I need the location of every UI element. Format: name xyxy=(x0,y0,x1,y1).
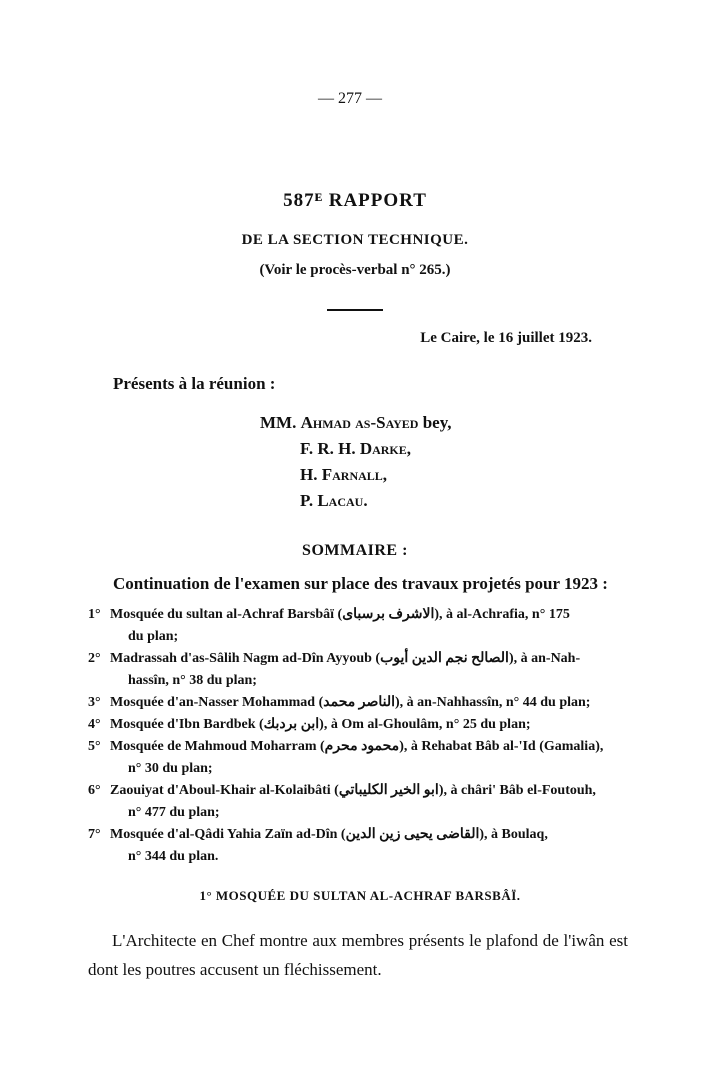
member-suffix: , xyxy=(406,439,412,458)
member-name: P. Lacau xyxy=(300,491,364,510)
item-text: Mosquée d'al-Qâdi Yahia Zaïn ad-Dîn (القاضى يحيى زين الدين), à Boulaq, xyxy=(110,827,548,842)
member-name: H. Farnall xyxy=(300,465,383,484)
member-entry xyxy=(260,462,452,488)
summary-intro: Continuation de l'examen sur place des travaux projetés pour 1923 : xyxy=(113,574,608,593)
item-text: Mosquée de Mahmoud Moharram (محمود محرم), à Rehabat Bâb al-'Id (Gamalia), xyxy=(110,739,604,754)
list-item xyxy=(88,780,628,824)
item-continuation: n° 30 du plan; xyxy=(128,761,213,776)
item-number: 1° xyxy=(88,607,101,622)
item-text: Mosquée du sultan al-Achraf Barsbâï (الاشرف برسباى), à al-Achrafia, n° 175 xyxy=(110,607,570,622)
member-suffix: . xyxy=(363,491,368,510)
summary-list xyxy=(88,604,628,868)
list-item xyxy=(88,692,628,714)
item-number: 2° xyxy=(88,651,101,666)
item-text: Mosquée d'Ibn Bardbek (ابن بردبك), à Om al-Ghoulâm, n° 25 du plan; xyxy=(110,717,531,732)
item-text: Madrassah d'as-Sâlih Nagm ad-Dîn Ayyoub (الصالح نجم الدين أيوب), à an-Nah- xyxy=(110,651,581,666)
member-entry xyxy=(260,410,452,436)
report-subtitle: DE LA SECTION TECHNIQUE. xyxy=(241,232,469,248)
member-entry xyxy=(260,488,452,514)
present-label: Présents à la réunion : xyxy=(113,374,276,393)
list-item xyxy=(88,714,628,736)
members-list xyxy=(260,410,452,514)
item-number: 3° xyxy=(88,695,101,710)
list-item xyxy=(88,604,628,648)
member-name: Ahmad as-Sayed xyxy=(300,413,419,432)
list-item xyxy=(88,648,628,692)
member-name: F. R. H. Darke xyxy=(300,439,407,458)
item-continuation: n° 477 du plan; xyxy=(128,805,220,820)
item-continuation: n° 344 du plan. xyxy=(128,849,219,864)
list-item xyxy=(88,824,628,868)
member-prefix: MM. xyxy=(260,413,297,432)
report-title: 587ᴱ RAPPORT xyxy=(283,190,427,211)
body-paragraph: L'Architecte en Chef montre aux membres présents le plafond de l'iwân est dont les poutres accusent un fléchissement. xyxy=(88,931,628,979)
list-item xyxy=(88,736,628,780)
divider-rule xyxy=(327,309,383,311)
section-heading: 1° MOSQUÉE DU SULTAN AL-ACHRAF BARSBÂÏ. xyxy=(199,888,521,903)
member-entry xyxy=(260,436,452,462)
date-line: Le Caire, le 16 juillet 1923. xyxy=(420,330,592,346)
sommaire-heading: SOMMAIRE : xyxy=(302,542,408,559)
reference-note: (Voir le procès-verbal n° 265.) xyxy=(259,262,451,278)
body-text xyxy=(88,926,628,984)
page-number: — 277 — xyxy=(318,90,382,107)
member-suffix: , xyxy=(382,465,388,484)
item-number: 6° xyxy=(88,783,101,798)
item-text: Mosquée d'an-Nasser Mohammad (الناصر محمد), à an-Nahhassîn, n° 44 du plan; xyxy=(110,695,591,710)
item-text: Zaouiyat d'Aboul-Khair al-Kolaibâti (ابو الخير الكليباتي), à châri' Bâb el-Foutouh, xyxy=(110,783,596,798)
item-number: 4° xyxy=(88,717,101,732)
item-continuation: du plan; xyxy=(128,629,179,644)
item-number: 5° xyxy=(88,739,101,754)
item-number: 7° xyxy=(88,827,101,842)
item-continuation: hassîn, n° 38 du plan; xyxy=(128,673,257,688)
member-suffix: bey, xyxy=(418,413,452,432)
